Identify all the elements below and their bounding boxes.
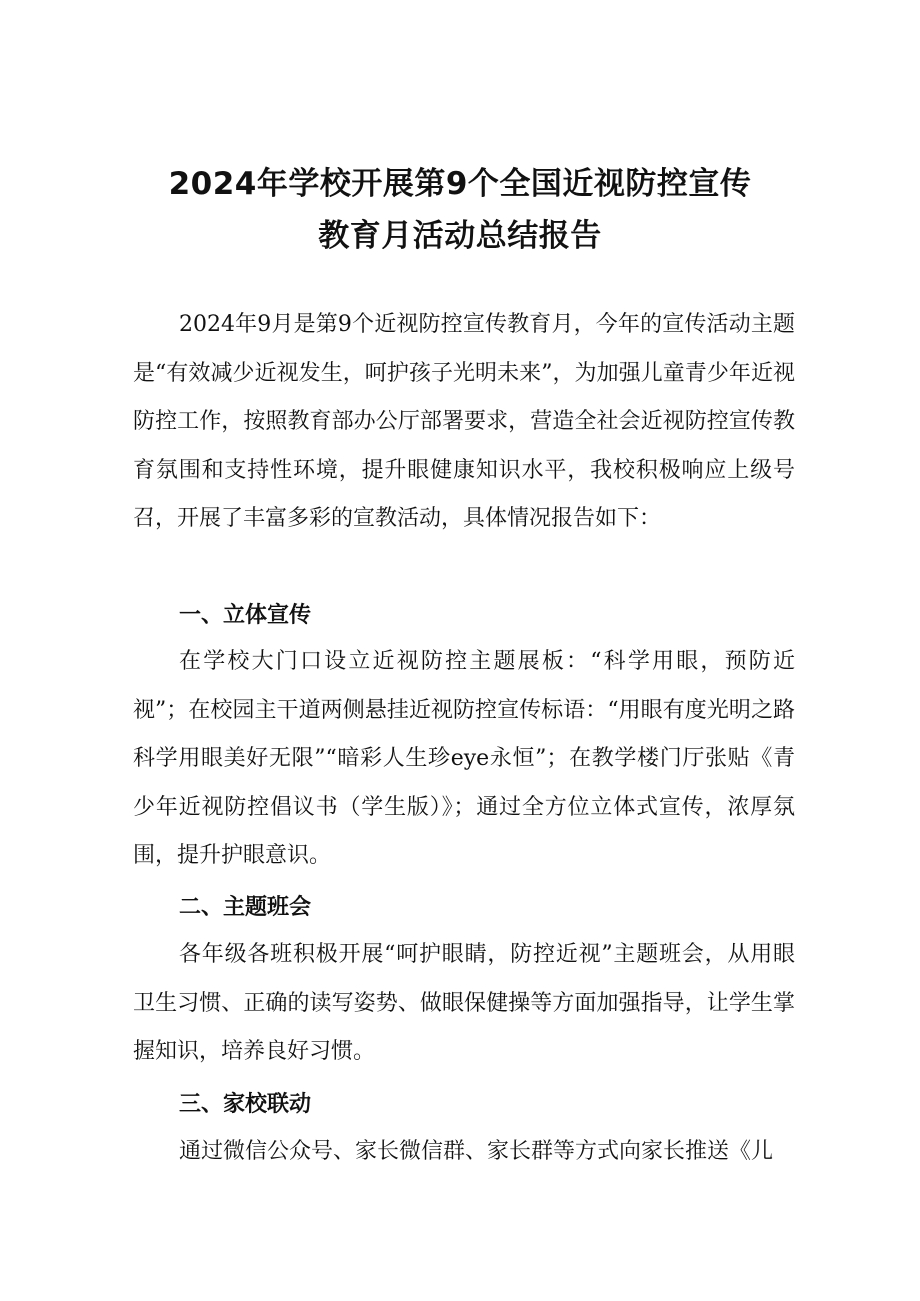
intro-paragraph: 2024年9月是第9个近视防控宣传教育月，今年的宣传活动主题是“有效减少近视发生，呵护孩子光明未来”，为加强儿童青少年近视防控工作，按照教育部办公厅部署要求，营造全社会近视防控宣传教育氛围和支持性环境，提升眼健康知识水平，我校积极响应上级号召，开展了丰富多彩的宣教活动，具体情况报告如下： (133, 312, 795, 532)
document-title-line-1: 2024年学校开展第9个全国近视防控宣传 (168, 166, 752, 202)
section-heading-3: 三、家校联动 (179, 1092, 312, 1117)
section-2-paragraph: 各年级各班积极开展“呵护眼睛，防控近视”主题班会，从用眼卫生习惯、正确的读写姿势、做眼保健操等方面加强指导，让学生掌握知识，培养良好习惯。 (133, 942, 795, 1065)
section-heading-1: 一、立体宣传 (179, 603, 312, 628)
section-3-paragraph: 通过微信公众号、家长微信群、家长群等方式向家长推送《儿 (179, 1139, 774, 1164)
section-heading-2: 二、主题班会 (179, 895, 312, 920)
document-title-line-2: 教育月活动总结报告 (318, 218, 602, 254)
section-1-paragraph: 在学校大门口设立近视防控主题展板：“科学用眼，预防近视”；在校园主干道两侧悬挂近视防控宣传标语：“用眼有度光明之路科学用眼美好无限”“暗彩人生珍eye永恒”；在教学楼门厅张贴《青少年近视防控倡议书（学生版）》；通过全方位立体式宣传，浓厚氛围，提升护眼意识。 (133, 649, 795, 869)
